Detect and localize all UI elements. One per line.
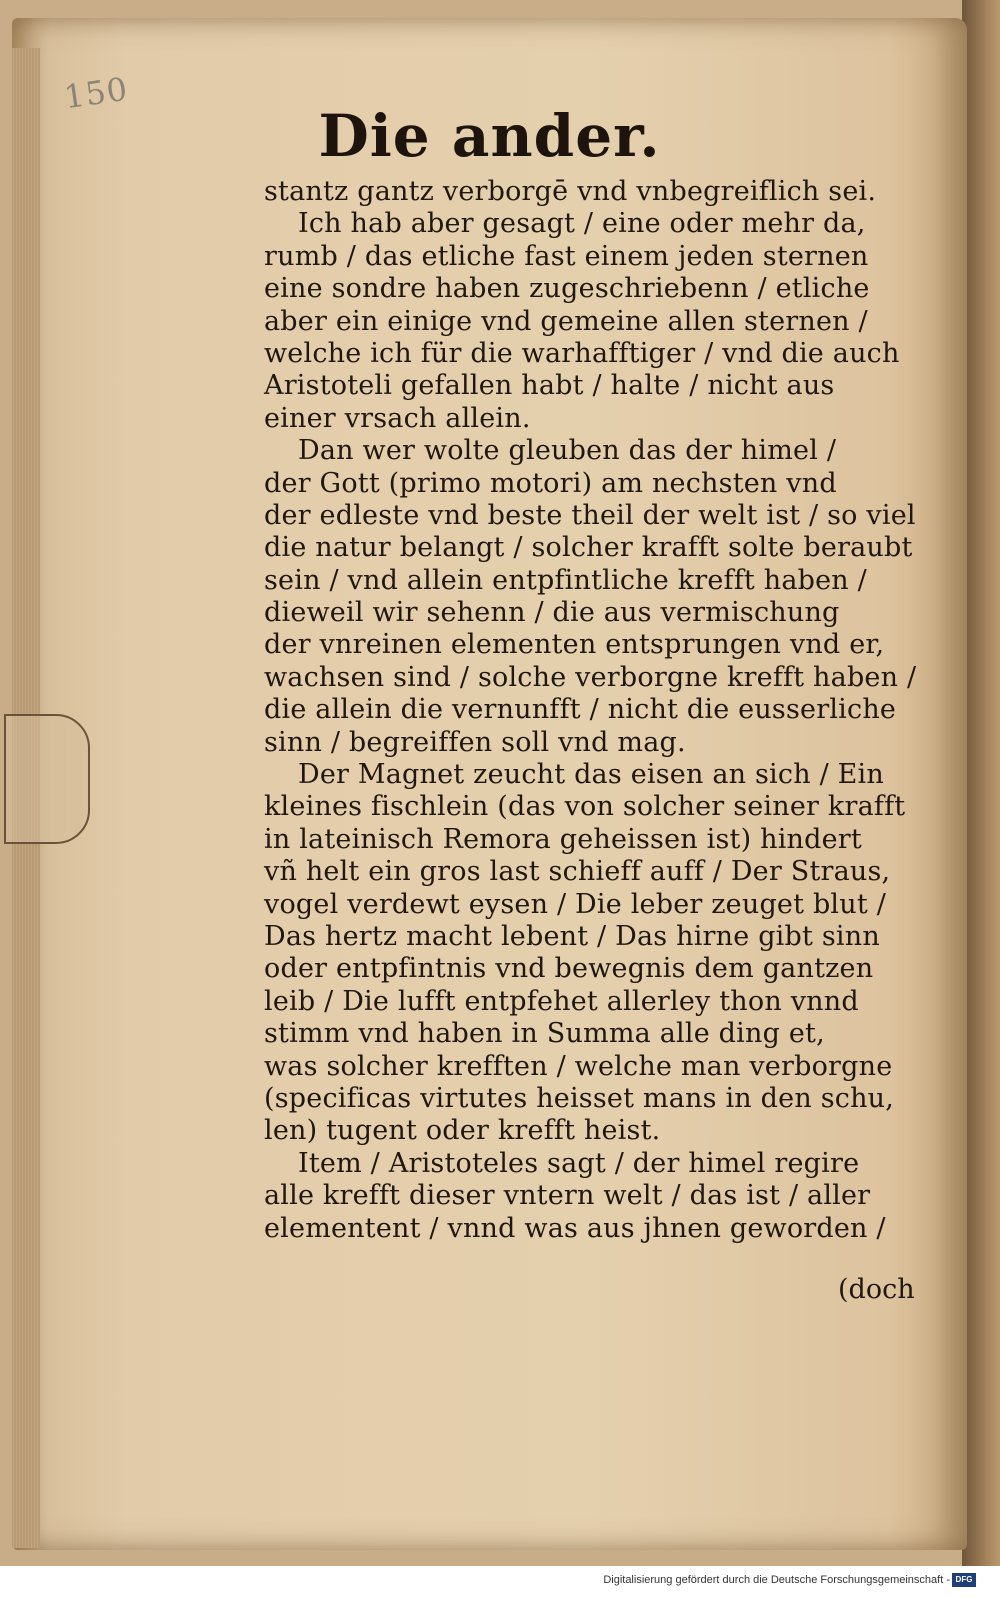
funding-credit: Digitalisierung gefördert durch die Deutsche Forschungsgemeinschaft - [603, 1574, 950, 1586]
text-line: oder entpfintnis vnd bewegnis dem gantzen [264, 953, 874, 985]
text-line: stimm vnd haben in Summa alle ding et, [264, 1018, 825, 1050]
text-line: die allein die vernunfft / nicht die eusserliche [264, 694, 897, 726]
running-title: Die ander. [318, 102, 661, 170]
book-binding [962, 0, 1000, 1566]
text-line: Dan wer wolte gleuben das der himel / [298, 435, 837, 467]
text-line: sinn / begreiffen soll vnd mag. [264, 726, 686, 758]
footer-bar [0, 1566, 1000, 1598]
text-line: die natur belangt / solcher krafft solte beraubt [264, 532, 913, 564]
text-line: dieweil wir sehenn / die aus vermischung [264, 597, 840, 629]
text-line: Ich hab aber gesagt / eine oder mehr da, [298, 208, 866, 240]
text-line: vogel verdewt eysen / Die leber zeuget blut / [264, 888, 886, 920]
text-line: elementent / vnnd was aus jhnen geworden / [264, 1212, 886, 1244]
text-line: stantz gantz verborgē vnd vnbegreiflich sei. [264, 176, 877, 207]
pencil-page-number: 150 [61, 69, 131, 117]
text-line: sein / vnd allein entpfintliche krefft haben / [264, 564, 867, 596]
text-line: einer vrsach allein. [264, 402, 531, 434]
text-line: welche ich für die warhafftiger / vnd die auch [264, 337, 900, 369]
text-line: Das hertz macht lebent / Das hirne gibt sinn [264, 920, 880, 952]
text-line: Der Magnet zeucht das eisen an sich / Ein [298, 759, 884, 791]
text-line: leib / Die lufft entpfehet allerley thon vnnd [264, 985, 859, 1017]
bookmark-tab [4, 714, 90, 844]
text-line: wachsen sind / solche verborgne krefft haben / [264, 661, 917, 693]
catchword: (doch [838, 1274, 915, 1305]
text-line: rumb / das etliche fast einem jeden sternen [264, 240, 869, 272]
text-line: der vnreinen elementen entsprungen vnd er, [264, 629, 885, 661]
text-line: eine sondre haben zugeschriebenn / etliche [264, 273, 870, 305]
text-line: aber ein einige vnd gemeine allen sternen / [264, 305, 868, 337]
text-line: was solcher krefften / welche man verborgne [264, 1050, 893, 1082]
text-line: kleines fischlein (das von solcher seiner krafft [264, 791, 906, 823]
text-line: alle krefft dieser vntern welt / das ist / aller [264, 1180, 871, 1212]
text-line: (specificas virtutes heisset mans in den schu, [264, 1082, 895, 1114]
dfg-logo: DFG [952, 1573, 976, 1587]
text-line: vñ helt ein gros last schieff auff / Der Straus, [264, 856, 891, 888]
text-line: Item / Aristoteles sagt / der himel regire [298, 1147, 860, 1179]
text-line: in lateinisch Remora geheissen ist) hindert [264, 823, 862, 855]
text-line: len) tugent oder krefft heist. [264, 1115, 661, 1147]
text-block [264, 176, 934, 1245]
text-line: der Gott (primo motori) am nechsten vnd [264, 467, 837, 499]
text-line: Aristoteli gefallen habt / halte / nicht aus [264, 370, 835, 402]
text-line: der edleste vnd beste theil der welt ist / so viel [264, 499, 916, 531]
page-sheet [12, 18, 967, 1550]
